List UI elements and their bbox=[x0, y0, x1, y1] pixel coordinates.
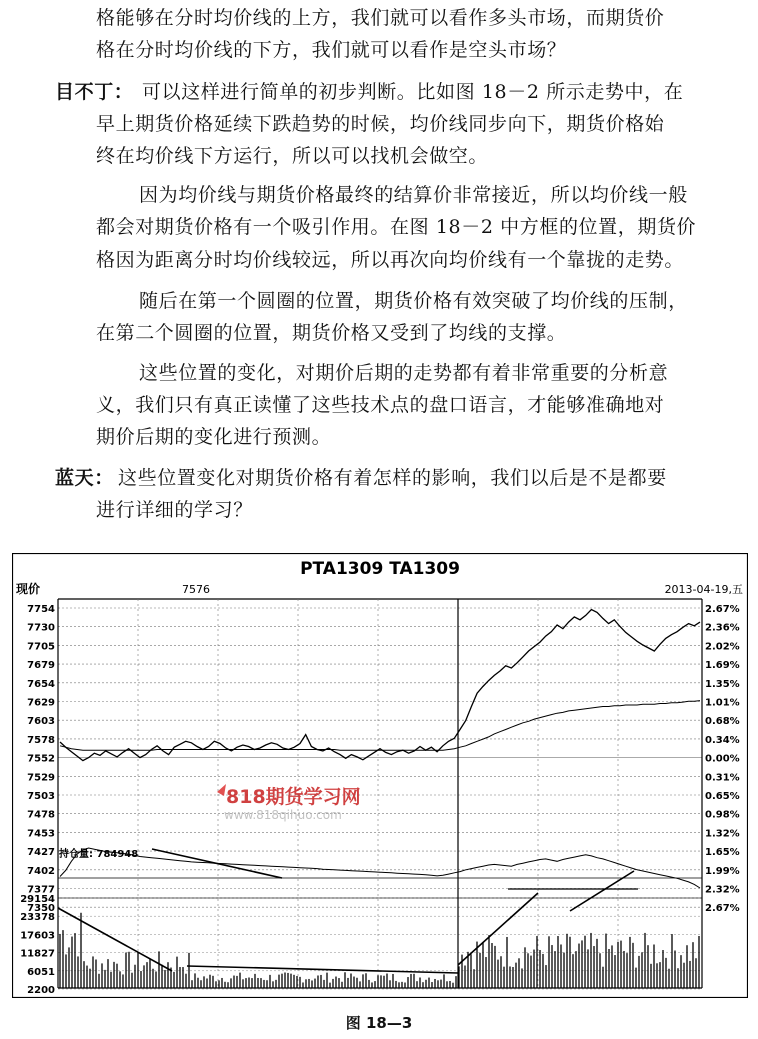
current-price: 7576 bbox=[182, 583, 210, 596]
paragraph-line: 早上期货价格延续下跌趋势的时候，均价线同步向下，期货价格始 bbox=[96, 113, 665, 135]
open-interest-label: 持仓量: 784948 bbox=[59, 849, 139, 860]
price-tick-label: 7578 bbox=[27, 734, 55, 746]
paragraph-line: 义，我们只有真正读懂了这些技术点的盘口语言，才能够准确地对 bbox=[96, 394, 665, 416]
percent-tick-label: 1.01% bbox=[705, 697, 740, 709]
paragraph-line: 可以这样进行简单的初步判断。比如图 18－2 所示走势中，在 bbox=[142, 81, 684, 103]
percent-tick-label: 0.34% bbox=[705, 734, 740, 746]
price-tick-label: 7402 bbox=[27, 865, 55, 877]
paragraph-line: 在第二个圆圈的位置，期货价格又受到了均线的支撑。 bbox=[96, 322, 567, 344]
watermark-url: www.818qihuo.com bbox=[224, 808, 342, 822]
price-tick-label: 7377 bbox=[27, 884, 55, 896]
percent-tick-label: 0.65% bbox=[705, 791, 740, 802]
price-tick-label: 7350 bbox=[27, 903, 55, 915]
paragraph-line: 终在均价线下方运行，所以可以找机会做空。 bbox=[96, 145, 489, 167]
percent-tick-label: 1.65% bbox=[705, 847, 740, 859]
price-tick-label: 7478 bbox=[27, 809, 55, 821]
price-tick-label: 7705 bbox=[27, 641, 55, 653]
price-tick-label: 7552 bbox=[27, 753, 55, 765]
watermark-text: 818期货学习网 bbox=[226, 786, 361, 808]
price-tick-label: 7603 bbox=[27, 716, 55, 728]
volume-tick-label: 2200 bbox=[27, 985, 55, 996]
volume-tick-label: 11827 bbox=[20, 948, 55, 960]
price-tick-label: 7503 bbox=[27, 791, 55, 802]
percent-tick-label: 1.32% bbox=[705, 828, 740, 840]
price-tick-label: 7529 bbox=[27, 772, 55, 784]
volume-tick-label: 23378 bbox=[20, 912, 55, 924]
percent-tick-label: 0.31% bbox=[705, 772, 740, 784]
percent-tick-label: 0.98% bbox=[705, 809, 740, 821]
chart-svg bbox=[12, 553, 748, 998]
percent-axis bbox=[705, 604, 740, 914]
price-tick-label: 7754 bbox=[27, 604, 55, 615]
percent-tick-label: 2.32% bbox=[705, 884, 740, 896]
paragraph-line: 都会对期货价格有一个吸引作用。在图 18－2 中方框的位置，期货价 bbox=[96, 216, 697, 238]
percent-tick-label: 2.36% bbox=[705, 622, 740, 634]
price-axis bbox=[27, 604, 55, 914]
paragraph-line: 格能够在分时均价线的上方，我们就可以看作多头市场，而期货价 bbox=[96, 7, 665, 29]
price-tick-label: 7453 bbox=[27, 828, 55, 840]
price-tick-label: 7679 bbox=[27, 660, 55, 672]
paragraph-line: 格因为距离分时均价线较远，所以再次向均价线有一个靠拢的走势。 bbox=[96, 249, 685, 271]
paragraph-line: 这些位置变化对期货价格有着怎样的影响，我们以后是不是都要 bbox=[118, 467, 667, 489]
paragraph-line: 格在分时均价线的下方，我们就可以看作是空头市场？ bbox=[96, 39, 567, 61]
percent-tick-label: 2.67% bbox=[705, 903, 740, 915]
percent-tick-label: 1.99% bbox=[705, 865, 740, 877]
figure-caption: 图 18—3 bbox=[345, 1014, 413, 1032]
paragraph-line: 这些位置的变化，对期价后期的走势都有着非常重要的分析意 bbox=[139, 362, 669, 384]
price-tick-label: 7629 bbox=[27, 697, 55, 709]
percent-tick-label: 0.00% bbox=[705, 753, 740, 765]
paragraph-line: 进行详细的学习？ bbox=[96, 499, 253, 521]
volume-tick-label: 17603 bbox=[20, 930, 55, 942]
speaker-label-2: 蓝天： bbox=[55, 467, 114, 489]
percent-tick-label: 2.67% bbox=[705, 604, 740, 615]
left-label: 现价 bbox=[16, 582, 41, 596]
paragraph-line: 随后在第一个圆圈的位置，期货价格有效突破了均价线的压制， bbox=[139, 290, 688, 312]
watermark bbox=[217, 784, 361, 822]
speaker-label-1: 目不丁： bbox=[55, 81, 134, 103]
figure-18-3 bbox=[12, 553, 748, 998]
chart-title: PTA1309 TA1309 bbox=[300, 559, 460, 579]
volume-tick-label: 6051 bbox=[27, 966, 55, 978]
percent-tick-label: 2.02% bbox=[705, 641, 740, 653]
price-tick-label: 7730 bbox=[27, 622, 55, 634]
paragraph-line: 期价后期的变化进行预测。 bbox=[96, 426, 332, 448]
percent-tick-label: 0.68% bbox=[705, 716, 740, 728]
price-tick-label: 7427 bbox=[27, 847, 55, 859]
date-label: 2013-04-19,五 bbox=[664, 583, 743, 596]
paragraph-line: 因为均价线与期货价格最终的结算价非常接近，所以均价线一般 bbox=[139, 184, 688, 206]
volume-tick-label: 29154 bbox=[20, 894, 55, 905]
chart-frame bbox=[13, 554, 748, 998]
price-tick-label: 7654 bbox=[27, 678, 55, 690]
percent-tick-label: 1.35% bbox=[705, 678, 740, 690]
percent-tick-label: 1.69% bbox=[705, 660, 740, 672]
